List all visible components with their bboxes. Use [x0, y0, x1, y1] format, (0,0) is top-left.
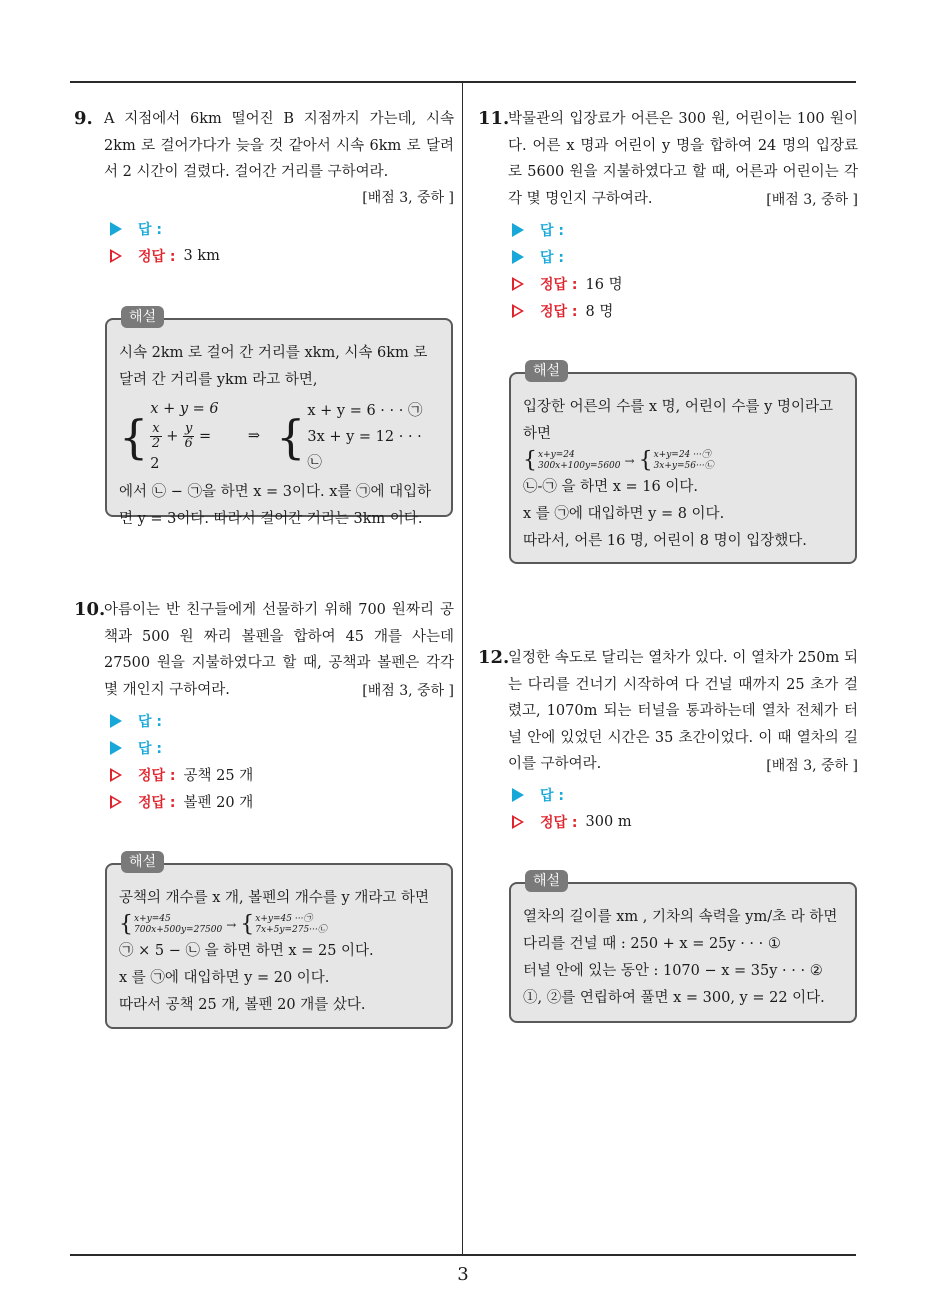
question-text: 박물관의 입장료가 어른은 300 원, 어린이는 100 원이다. 어른 x 명과 어린이 y 명을 합하여 24 명의 입장료로 5600 원을 지불하였다고 할 때, 어른과 어린이는 각각 몇 명인지 구하여라.	[508, 111, 858, 207]
equation: x + y = 6 · · · ㉠	[307, 402, 423, 419]
solution-line: 하면	[523, 426, 552, 442]
solution-line: 공책의 개수를 x 개, 볼펜의 개수를 y 개라고 하면	[119, 890, 429, 906]
triangle-icon	[110, 714, 122, 728]
equation: $\frac{x}{2}$ + $\frac{y}{6}$ = 2	[150, 421, 212, 472]
answer-label: 답 :	[540, 788, 564, 804]
triangle-outline-icon	[110, 768, 122, 782]
correct-answer-label: 정답 :	[138, 794, 176, 811]
solution-line: ㉡-㉠ 을 하면 x = 16 이다.	[523, 479, 698, 495]
answer-label: 답 :	[138, 740, 162, 757]
triangle-icon	[512, 788, 524, 802]
solution-line: 다리를 건널 때 : 250 + x = 25y · · · ①	[523, 936, 781, 952]
score-label: [배점 3, 중하 ]	[362, 683, 454, 699]
score-label: [배점 3, 중하 ]	[766, 757, 858, 774]
question-text: 아름이는 반 친구들에게 선물하기 위해 700 원짜리 공책과 500 원 짜리 볼펜을 합하여 45 개를 사는데 27500 원을 지불하였다고 할 때, 공책과 볼펜은 각각 몇 개인지 구하여라.	[104, 602, 454, 698]
triangle-outline-icon	[512, 277, 524, 291]
correct-answer-label: 정답 :	[138, 767, 176, 784]
triangle-outline-icon	[512, 304, 524, 318]
solution-line: 에서 ㉡ − ㉠을 하면 x = 3이다. x를 ㉠에 대입하	[119, 484, 432, 500]
solution-line: 따라서, 어른 16 명, 어린이 8 명이 입장했다.	[523, 533, 807, 549]
triangle-icon	[512, 223, 524, 237]
equation: x + y = 6	[150, 401, 219, 417]
column-divider	[462, 83, 463, 1255]
correct-answer-row	[110, 788, 454, 815]
correct-answer-value: 볼펜 20 개	[183, 795, 254, 811]
correct-answer-row	[110, 761, 454, 788]
correct-answer-label: 정답 :	[540, 303, 578, 320]
correct-answer-label: 정답 :	[138, 249, 176, 265]
page-number: 3	[457, 1264, 469, 1285]
question-12	[478, 645, 858, 836]
answer-label: 답 :	[540, 222, 564, 239]
arrow-icon: →	[226, 917, 237, 932]
answer-label: 답 :	[138, 222, 162, 238]
solution-line: x 를 ㉠에 대입하면 y = 20 이다.	[119, 970, 330, 986]
equation: 3x + y = 12 · · · ㉡	[307, 428, 422, 471]
question-number: 11.	[478, 108, 510, 129]
correct-answer-label: 정답 :	[540, 815, 578, 831]
score-label: [배점 3, 중하 ]	[766, 192, 858, 208]
question-text: A 지점에서 6km 떨어진 B 지점까지 가는데, 시속 2km 로 걸어가다가 늦을 것 같아서 시속 6km 로 달려서 2 시간이 걸렸다. 걸어간 거리를 구하여라.	[104, 111, 454, 180]
solution-box-10	[105, 854, 453, 1029]
correct-answer-row	[512, 297, 858, 324]
solution-line: x 를 ㉠에 대입하면 y = 8 이다.	[523, 506, 725, 522]
equation-system: { x+y=24 300x+100y=5600 → { x+y=24 ···㉠ 3x+y=56···㉡	[523, 448, 714, 473]
correct-answer-value: 공책 25 개	[183, 768, 254, 784]
solution-tag: 해설	[525, 360, 568, 382]
question-text: 일정한 속도로 달리는 열차가 있다. 이 열차가 250m 되는 다리를 건너기 시작하여 다 건널 때까지 25 초가 걸렸고, 1070m 되는 터널을 통과하는데 열차 전체가 터널 안에 있었던 시간은 35 초간이었다. 이 때 열차의 길이를 구하여라.	[508, 650, 858, 772]
implies-icon: ⇒	[247, 428, 261, 444]
triangle-icon	[110, 222, 122, 236]
triangle-icon	[512, 250, 524, 264]
answer-row[interactable]	[512, 216, 858, 243]
solution-line: 터널 안에 있는 동안 : 1070 − x = 35y · · · ②	[523, 963, 823, 979]
question-number: 9.	[74, 108, 93, 129]
triangle-outline-icon	[110, 249, 122, 263]
top-rule	[70, 81, 856, 83]
question-number: 12.	[478, 647, 510, 668]
solution-tag: 해설	[525, 870, 568, 892]
answer-row[interactable]	[110, 734, 454, 761]
bottom-rule	[70, 1254, 856, 1256]
solution-box-11	[509, 363, 857, 564]
correct-answer-row	[512, 270, 858, 297]
solution-line: 열차의 길이를 xm , 기차의 속력을 ym/초 라 하면	[523, 909, 838, 925]
solution-line: ①, ②를 연립하여 풀면 x = 300, y = 22 이다.	[523, 990, 825, 1006]
correct-answer-value: 16 명	[585, 277, 623, 293]
answer-label: 답 :	[540, 249, 564, 266]
answer-row[interactable]	[110, 216, 454, 243]
answer-row[interactable]	[512, 243, 858, 270]
equation-system: { x + y = 6 $\frac{x}{2}$ + $\frac{y}{6}$ = 2 ⇒ { x + y = 6 · · · ㉠ 3x + y = 12 · · · ㉡	[119, 396, 439, 477]
question-9	[74, 106, 454, 270]
question-10	[74, 597, 454, 815]
correct-answer-value: 3 km	[183, 248, 220, 264]
solution-tag: 해설	[121, 306, 164, 328]
question-11	[478, 106, 858, 324]
solution-line: ㉠ × 5 − ㉡ 을 하면 하면 x = 25 이다.	[119, 943, 374, 959]
solution-tag: 해설	[121, 851, 164, 873]
correct-answer-value: 8 명	[585, 304, 614, 320]
triangle-icon	[110, 741, 122, 755]
triangle-outline-icon	[110, 795, 122, 809]
correct-answer-label: 정답 :	[540, 276, 578, 293]
question-number: 10.	[74, 599, 106, 620]
solution-line: 시속 2km 로 걸어 간 거리를 xkm, 시속 6km 로	[119, 345, 428, 361]
correct-answer-value: 300 m	[585, 814, 632, 830]
score-label: [배점 3, 중하 ]	[362, 189, 454, 206]
solution-box-12	[509, 873, 857, 1023]
correct-answer-row	[512, 809, 858, 836]
answer-row[interactable]	[110, 707, 454, 734]
solution-line: 입장한 어른의 수를 x 명, 어린이 수를 y 명이라고	[523, 399, 833, 415]
answer-row[interactable]	[512, 782, 858, 809]
solution-line: 따라서 공책 25 개, 볼펜 20 개를 샀다.	[119, 997, 366, 1013]
solution-box-9	[105, 309, 453, 527]
triangle-outline-icon	[512, 815, 524, 829]
solution-line: 달려 간 거리를 ykm 라고 하면,	[119, 372, 318, 388]
equation-system: { x+y=45 700x+500y=27500 → { x+y=45 ···㉠ 7x+5y=275···㉡	[119, 912, 327, 937]
solution-line: 면 y = 3이다. 따라서 걸어간 거리는 3km 이다.	[119, 511, 423, 527]
answer-label: 답 :	[138, 713, 162, 730]
arrow-icon: →	[624, 453, 635, 468]
correct-answer-row	[110, 243, 454, 270]
